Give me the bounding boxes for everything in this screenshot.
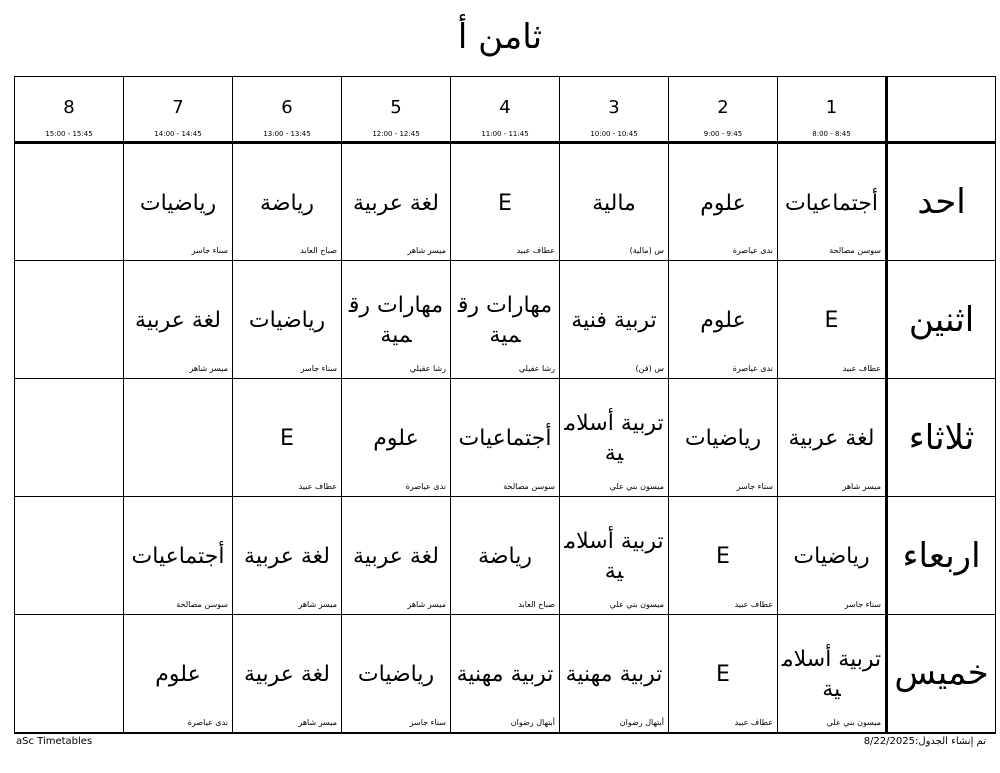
teacher-name: سناء جاسر [409,717,446,727]
teacher-name: سناء جاسر [191,246,228,255]
lesson-cell [451,379,560,497]
lesson-cell [342,379,451,497]
subject-name [17,407,121,471]
subject-name: لغة عربية [353,191,439,216]
teacher-name: رشا عقيلي [518,364,555,373]
teacher-name: سوسن مصالحة [176,600,228,609]
teacher-name: ندى عياصرة [405,482,446,491]
period-number: 5 [390,97,402,118]
subject-name [126,407,230,471]
subject-name: E [716,544,730,569]
subject-name: لغة عربية [244,544,330,569]
subject-name: لغة عربية [353,544,439,569]
lesson-cell [560,143,669,261]
subject-name: رياضيات [793,544,870,569]
lesson-cell [451,143,560,261]
lesson-cell [15,497,124,615]
creation-date-value: 8/22/2025 [863,736,915,747]
day-row-tuesday [15,379,996,497]
teacher-name: ميسر شاهر [842,482,881,491]
teacher-name: عطاف عبيد [842,364,881,373]
period-number: 6 [281,97,293,118]
day-header [887,615,996,733]
teacher-name: عطاف عبيد [516,246,555,255]
lesson-cell [124,261,233,379]
subject-name: E [280,426,294,451]
teacher-name: عطاف عبيد [734,600,773,609]
lesson-cell [778,379,887,497]
subject-name [17,643,121,707]
subject-name: مهارات رقمية [348,293,444,348]
subject-name: علوم [373,426,419,451]
period-header-5 [342,77,451,143]
subject-name [17,289,121,353]
day-row-sunday [15,143,996,261]
subject-name: علوم [700,191,746,216]
subject-name: أجتماعيات [458,426,552,451]
subject-name: لغة عربية [788,426,875,451]
day-header [887,261,996,379]
period-time: 15:00 - 15:45 [45,130,93,138]
period-time: 11:00 - 11:45 [481,130,529,138]
lesson-cell [778,615,887,733]
teacher-name: س (مالية) [629,246,664,255]
lesson-cell [233,497,342,615]
subject-name: رياضيات [139,191,217,216]
subject-name: تربية فنية [571,308,657,333]
day-header [887,497,996,615]
day-name: ثلاثاء [908,417,975,458]
subject-name: E [824,308,839,333]
period-header-8 [15,77,124,143]
lesson-cell [233,143,342,261]
teacher-name: سوسن مصالحة [829,246,881,255]
lesson-cell [15,615,124,733]
lesson-cell [15,261,124,379]
period-header-row [15,77,996,143]
lesson-cell [778,143,887,261]
subject-name: رياضيات [248,308,326,333]
teacher-name: ميسر شاهر [407,246,446,255]
lesson-cell [778,497,887,615]
subject-name: علوم [700,308,746,333]
teacher-name: سناء جاسر [844,600,881,609]
subject-name: تربية مهنية [565,662,663,687]
lesson-cell [560,261,669,379]
day-name: اثنين [908,299,975,340]
lesson-cell [451,615,560,733]
lesson-cell [342,143,451,261]
period-header-3 [560,77,669,143]
day-header [887,143,996,261]
period-number: 7 [172,97,184,118]
period-header-2 [669,77,778,143]
subject-name: علوم [155,662,201,687]
teacher-name: صباح العابد [300,246,337,255]
lesson-cell [15,143,124,261]
period-number: 4 [499,97,511,118]
corner-cell [887,77,996,143]
subject-name: E [498,191,512,216]
lesson-cell [451,261,560,379]
teacher-name: صباح العابد [518,600,555,609]
period-time: 8:00 - 8:45 [812,130,851,138]
subject-name: مالية [592,191,636,216]
subject-name: رياضة [260,191,314,216]
lesson-cell [669,615,778,733]
teacher-name: ميسون بني علي [609,482,664,491]
lesson-cell [124,143,233,261]
teacher-name: ميسر شاهر [298,717,337,727]
subject-name: تربية أسلامية [564,411,664,466]
subject-name: رياضيات [684,426,762,451]
teacher-name: ميسر شاهر [407,600,446,609]
teacher-name: أبتهال رضوان [510,717,555,727]
period-time: 12:00 - 12:45 [372,130,420,138]
day-name: اربعاء [902,535,981,576]
subject-name: مهارات رقمية [457,293,553,348]
teacher-name: عطاف عبيد [298,482,337,491]
subject-name: رياضة [478,544,532,569]
lesson-cell [669,379,778,497]
period-time: 14:00 - 14:45 [154,130,202,138]
creation-date [864,736,986,747]
period-time: 9:00 - 9:45 [703,130,743,138]
page-title: ثامن أ [457,17,543,57]
teacher-name: ندى عياصرة [732,246,773,255]
lesson-cell [560,497,669,615]
subject-name [17,172,121,236]
lesson-cell [669,261,778,379]
timetable-grid [14,76,996,734]
period-number: 2 [717,97,729,118]
period-header-7 [124,77,233,143]
teacher-name: ندى عياصرة [732,364,773,373]
teacher-name: أبتهال رضوان [619,717,664,727]
lesson-cell [233,379,342,497]
lesson-cell [778,261,887,379]
software-credit: aSc Timetables [16,736,93,747]
period-number: 1 [825,97,838,118]
lesson-cell [560,615,669,733]
subject-name: E [716,662,730,687]
teacher-name: ميسون بني علي [609,600,664,609]
period-header-4 [451,77,560,143]
teacher-name: ميسر شاهر [298,600,337,609]
lesson-cell [669,143,778,261]
teacher-name: ميسون بني علي [826,717,881,727]
subject-name: رياضيات [357,662,435,687]
lesson-cell [560,379,669,497]
subject-name: تربية مهنية [456,662,554,687]
day-header [887,379,996,497]
teacher-name: س (فن) [635,364,664,373]
period-time: 13:00 - 13:45 [263,130,311,138]
subject-name [17,525,121,589]
subject-name: لغة عربية [244,662,330,687]
period-header-6 [233,77,342,143]
creation-date-label: تم إنشاء الجدول: [914,736,986,747]
lesson-cell [342,615,451,733]
teacher-name: ميسر شاهر [189,364,228,373]
subject-name: تربية أسلامية [781,647,882,702]
teacher-name: رشا عقيلي [409,364,446,373]
teacher-name: عطاف عبيد [734,717,773,727]
period-time: 10:00 - 10:45 [590,130,638,138]
lesson-cell [342,497,451,615]
lesson-cell [124,497,233,615]
lesson-cell [451,497,560,615]
period-header-1 [778,77,887,143]
lesson-cell [342,261,451,379]
teacher-name: سوسن مصالحة [503,482,555,491]
lesson-cell [124,615,233,733]
lesson-cell [233,615,342,733]
period-number: 3 [608,97,620,118]
subject-name: تربية أسلامية [564,529,664,584]
teacher-name: ندى عياصرة [187,717,228,727]
day-name: خميس [894,653,989,694]
day-row-thursday [15,615,996,733]
lesson-cell [669,497,778,615]
day-name: احد [917,182,966,222]
subject-name: أجتماعيات [785,191,878,216]
day-row-monday [15,261,996,379]
period-number: 8 [63,97,75,118]
subject-name: أجتماعيات [131,544,225,569]
day-row-wednesday [15,497,996,615]
lesson-cell [15,379,124,497]
lesson-cell [233,261,342,379]
lesson-cell [124,379,233,497]
teacher-name: سناء جاسر [300,364,337,373]
teacher-name: سناء جاسر [736,482,773,491]
subject-name: لغة عربية [135,308,221,333]
